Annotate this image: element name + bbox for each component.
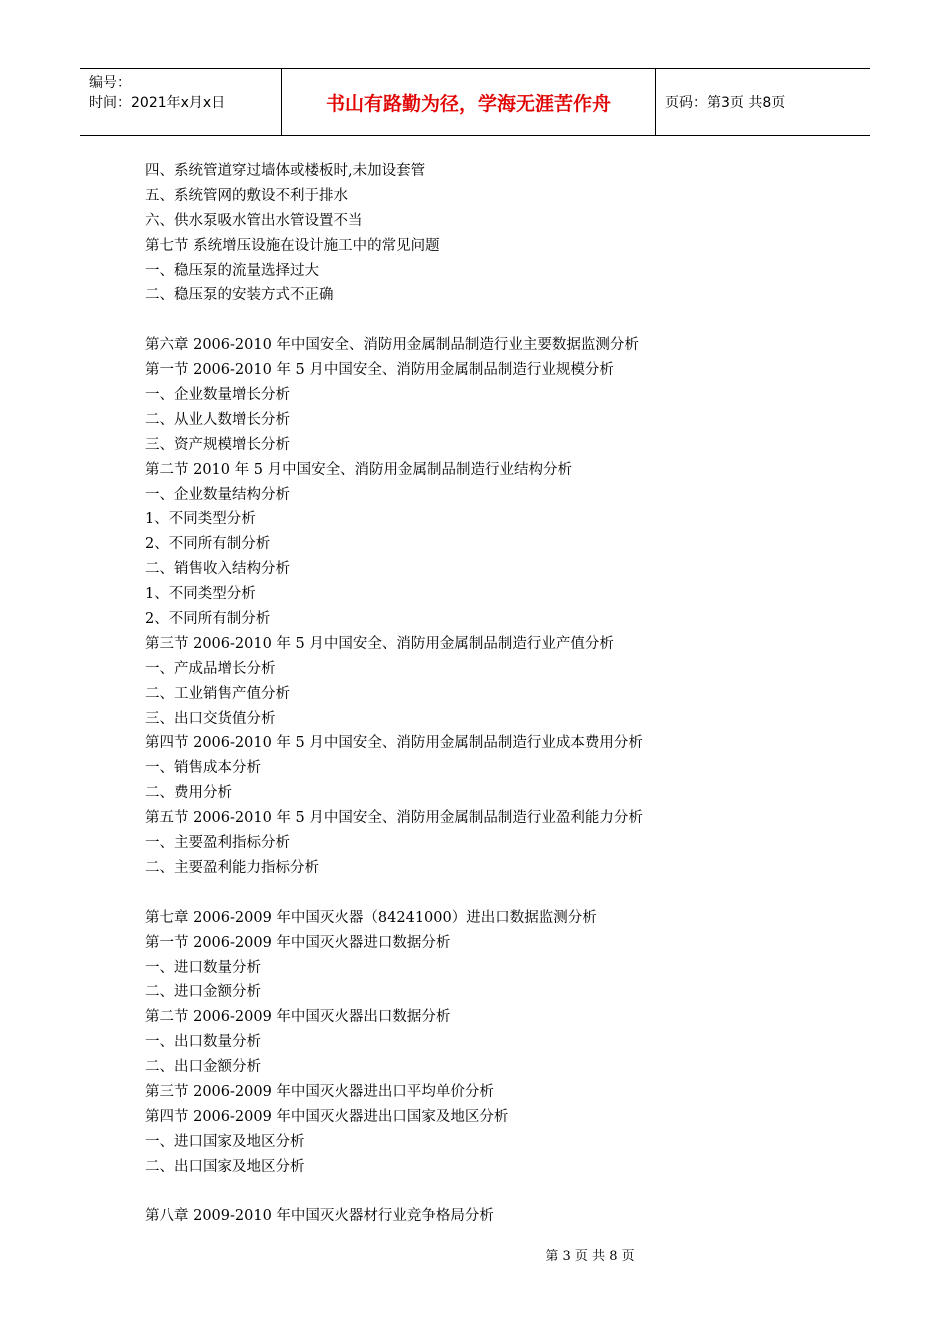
- section-heading: 第四节 2006-2010 年 5 月中国安全、消防用金属制品制造行业成本费用分析: [145, 735, 643, 752]
- header-info-cell: [80, 69, 282, 135]
- blank-line: [145, 1180, 845, 1205]
- text-line: 1、不同类型分析: [145, 586, 256, 603]
- section-heading: 第三节 2006-2009 年中国灭火器进出口平均单价分析: [145, 1083, 494, 1100]
- text-line: 一、主要盈利指标分析: [145, 835, 290, 852]
- text-line: 一、进口国家及地区分析: [145, 1133, 305, 1150]
- chapter-heading: 第六章 2006-2010 年中国安全、消防用金属制品制造行业主要数据监测分析: [145, 337, 639, 354]
- chapter-heading: 第八章 2009-2010 年中国灭火器材行业竞争格局分析: [145, 1208, 494, 1225]
- text-line: 二、主要盈利能力指标分析: [145, 859, 319, 876]
- text-line: 二、稳压泵的安装方式不正确: [145, 287, 334, 304]
- header-page-number: 页码：第3页 共8页: [665, 95, 786, 111]
- chapter-heading: 第七章 2006-2009 年中国灭火器（84241000）进出口数据监测分析: [145, 909, 597, 926]
- text-line: 二、费用分析: [145, 785, 232, 802]
- text-line: 一、进口数量分析: [145, 959, 261, 976]
- blank-line: [145, 308, 845, 333]
- text-line: 一、销售成本分析: [145, 760, 261, 777]
- page-header: [80, 68, 870, 136]
- text-line: 二、出口金额分析: [145, 1059, 261, 1076]
- section-heading: 第五节 2006-2010 年 5 月中国安全、消防用金属制品制造行业盈利能力分析: [145, 810, 643, 827]
- text-line: 三、资产规模增长分析: [145, 436, 290, 453]
- text-line: 二、进口金额分析: [145, 984, 261, 1001]
- document-number-label: 编号：: [89, 75, 131, 91]
- section-heading: 第二节 2010 年 5 月中国安全、消防用金属制品制造行业结构分析: [145, 461, 573, 478]
- document-time-label: 时间：2021年x月x日: [89, 95, 226, 111]
- section-heading: 第三节 2006-2010 年 5 月中国安全、消防用金属制品制造行业产值分析: [145, 635, 614, 652]
- section-heading: 第二节 2006-2009 年中国灭火器出口数据分析: [145, 1009, 451, 1026]
- text-line: 1、不同类型分析: [145, 511, 256, 528]
- header-motto: 书山有路勤为径，学海无涯苦作舟: [282, 69, 656, 135]
- text-line: 三、出口交货值分析: [145, 710, 276, 727]
- text-line: 一、出口数量分析: [145, 1034, 261, 1051]
- text-line: 一、企业数量结构分析: [145, 486, 290, 503]
- text-line: 一、企业数量增长分析: [145, 387, 290, 404]
- text-line: 四、系统管道穿过墙体或楼板时,未加设套管: [145, 163, 426, 179]
- text-line: 二、从业人数增长分析: [145, 411, 290, 428]
- text-line: 二、销售收入结构分析: [145, 561, 290, 578]
- document-body: [145, 159, 845, 1229]
- section-heading: 第四节 2006-2009 年中国灭火器进出口国家及地区分析: [145, 1108, 509, 1125]
- section-heading: 第一节 2006-2009 年中国灭火器进口数据分析: [145, 934, 451, 951]
- text-line: 一、稳压泵的流量选择过大: [145, 262, 319, 279]
- text-line: 五、系统管网的敷设不利于排水: [145, 187, 348, 204]
- section-heading: 第一节 2006-2010 年 5 月中国安全、消防用金属制品制造行业规模分析: [145, 362, 614, 379]
- blank-line: [145, 881, 845, 906]
- text-line: 六、供水泵吸水管出水管设置不当: [145, 212, 363, 229]
- text-line: 二、出口国家及地区分析: [145, 1158, 305, 1175]
- text-line: 2、不同所有制分析: [145, 611, 271, 628]
- page-footer: [0, 1245, 950, 1264]
- footer-page-number: 第 3 页 共 8 页: [545, 1249, 635, 1264]
- section-heading: 第七节 系统增压设施在设计施工中的常见问题: [145, 237, 440, 254]
- text-line: 二、工业销售产值分析: [145, 685, 290, 702]
- text-line: 2、不同所有制分析: [145, 536, 271, 553]
- text-line: 一、产成品增长分析: [145, 660, 276, 677]
